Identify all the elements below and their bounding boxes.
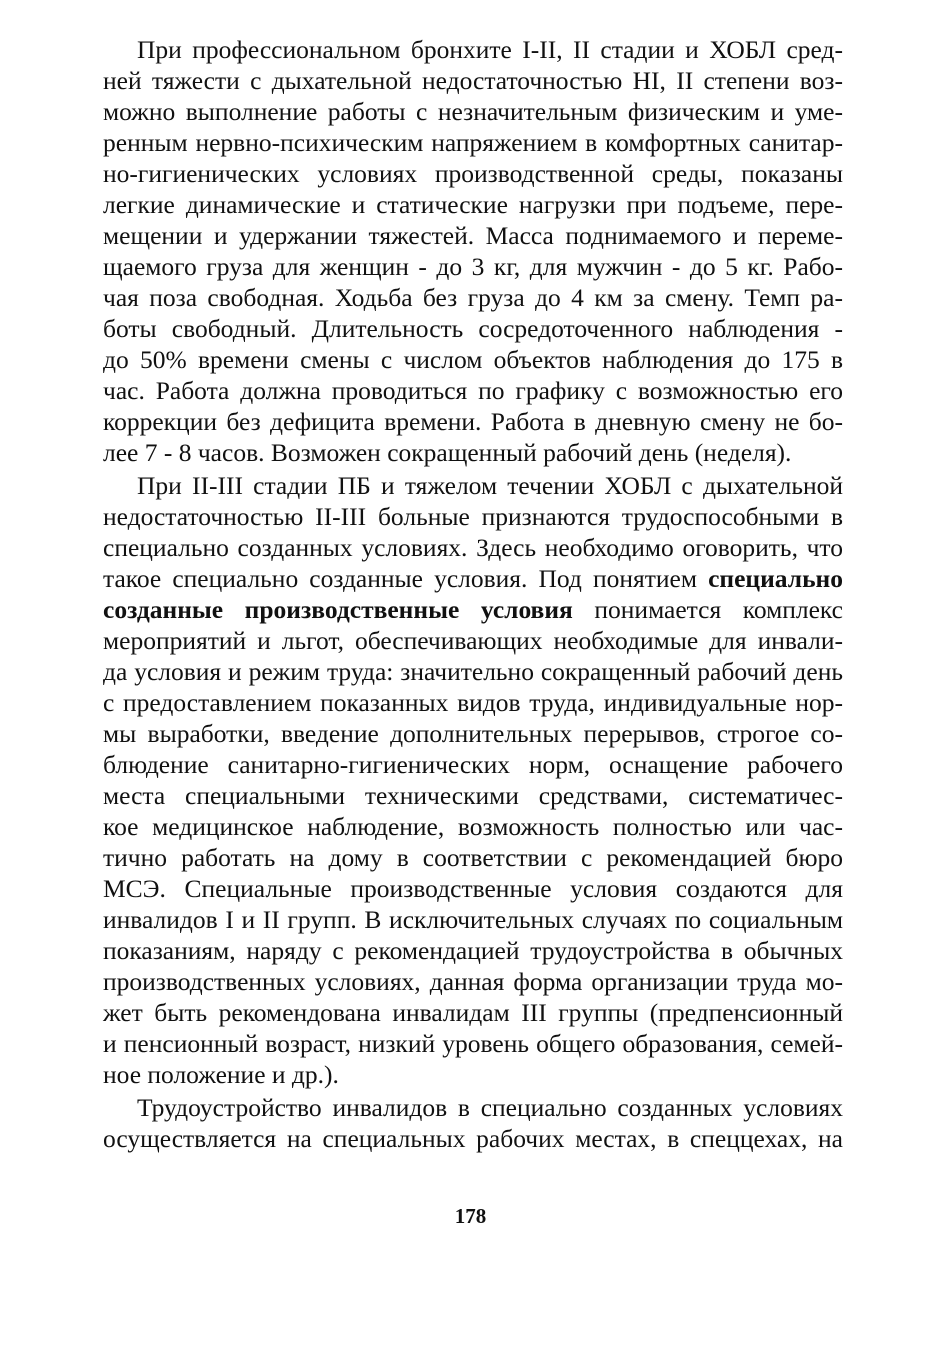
text-line: специально созданных условиях. Здесь необходимо оговорить, что — [103, 533, 843, 562]
text-line: до 50% времени смены с числом объектов наблюдения до 175 в — [103, 345, 843, 374]
text-line: показаниям, наряду с рекомендацией трудоустройства в обычных — [103, 936, 843, 965]
text-run: такое специально созданные условия. Под понятием — [103, 564, 709, 593]
text-line: МСЭ. Специальные производственные условия создаются для — [103, 874, 843, 903]
text-line: да условия и режим труда: значительно сокращенный рабочий день — [103, 657, 843, 686]
text-line: ное положение и др.). — [103, 1060, 339, 1089]
text-line: тично работать на дому в соответствии с рекомендацией бюро — [103, 843, 843, 872]
text-line: При II-III стадии ПБ и тяжелом течении ХОБЛ с дыхательной — [137, 471, 843, 500]
text-line: щаемого груза для женщин - до 3 кг, для мужчин - до 5 кг. Рабо- — [103, 252, 843, 281]
text-line: и пенсионный возраст, низкий уровень общего образования, семей- — [103, 1029, 843, 1058]
text-line: мероприятий и льгот, обеспечивающих необходимые для инвали- — [103, 626, 843, 655]
text-line: лее 7 - 8 часов. Возможен сокращенный рабочий день (неделя). — [103, 438, 792, 467]
text-line: мы выработки, введение дополнительных перерывов, строгое со- — [103, 719, 843, 748]
text-line: ренным нервно-психическим напряжением в комфортных санитар- — [103, 128, 843, 157]
text-line: Трудоустройство инвалидов в специально созданных условиях — [137, 1093, 843, 1122]
text-line: мещении и удержании тяжестей. Масса поднимаемого и переме- — [103, 221, 843, 250]
text-run: понимается комплекс — [572, 595, 843, 624]
text-line: легкие динамические и статические нагрузки при подъеме, пере- — [103, 190, 843, 219]
page-number: 178 — [454, 1204, 487, 1228]
text-line: производственных условиях, данная форма организации труда мо- — [103, 967, 843, 996]
text-line: жет быть рекомендована инвалидам III группы (предпенсионный — [103, 998, 843, 1027]
text-line — [103, 563, 843, 594]
text-line: кое медицинское наблюдение, возможность полностью или час- — [103, 812, 843, 841]
text-line: места специальными техническими средствами, систематичес- — [103, 781, 843, 810]
bold-term: созданные производственные условия — [103, 595, 573, 624]
text-line: чая поза свободная. Ходьба без груза до 4 км за смену. Темп ра- — [103, 283, 843, 312]
text-line: блюдение санитарно-гигиенических норм, оснащение рабочего — [103, 750, 843, 779]
text-line: час. Работа должна проводиться по графику с возможностью его — [103, 376, 843, 405]
text-line: недостаточностью II-III больные признаются трудоспособными в — [103, 502, 843, 531]
text-line: инвалидов I и II групп. В исключительных случаях по социальным — [103, 905, 843, 934]
text-line — [103, 594, 843, 625]
text-line: осуществляется на специальных рабочих местах, в спеццехах, на — [103, 1124, 843, 1153]
text-line: коррекции без дефицита времени. Работа в дневную смену не бо- — [103, 407, 843, 436]
text-line: ней тяжести с дыхательной недостаточностью HI, II степени воз- — [103, 66, 843, 95]
text-line: с предоставлением показанных видов труда, индивидуальные нор- — [103, 688, 843, 717]
bold-term: специально — [708, 564, 843, 593]
text-line: боты свободный. Длительность сосредоточенного наблюдения - — [103, 314, 843, 343]
text-line: можно выполнение работы с незначительным физическим и уме- — [103, 97, 843, 126]
text-line: но-гигиенических условиях производственной среды, показаны — [103, 159, 843, 188]
text-line: При профессиональном бронхите I-II, II стадии и ХОБЛ сред- — [137, 35, 843, 64]
